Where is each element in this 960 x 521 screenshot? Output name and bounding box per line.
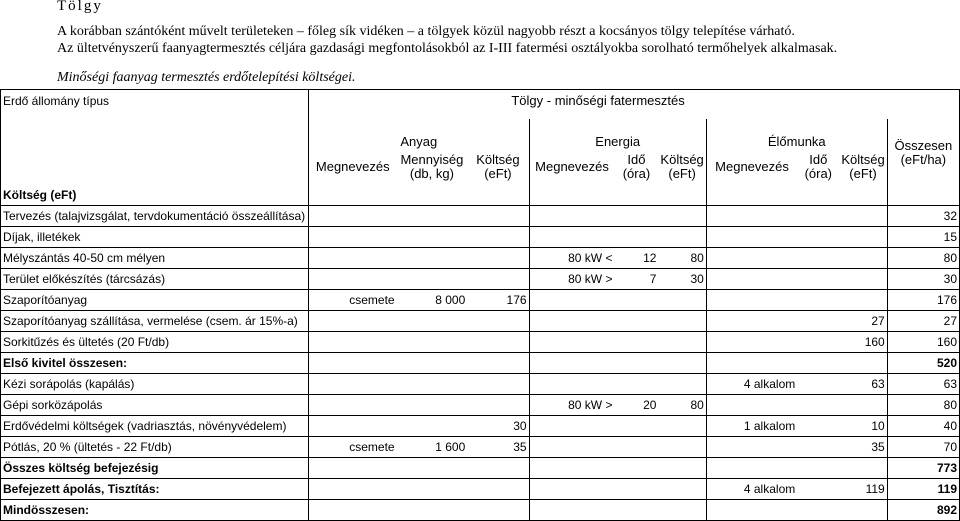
elomunka-koltseg-cell: 119 [839, 478, 887, 499]
energia-ido-cell: 7 [614, 268, 658, 289]
anyag-megnevezes-cell [308, 205, 396, 226]
energia-koltseg-cell [658, 373, 706, 394]
anyag-megnevezes-cell: csemete [308, 436, 396, 457]
energia-koltseg-cell: 80 [658, 247, 706, 268]
energia-koltseg-cell [658, 310, 706, 331]
energia-koltseg-cell [658, 331, 706, 352]
energia-ido-cell: 20 [614, 394, 658, 415]
table-row [1, 205, 960, 226]
anyag-mennyiseg-cell [397, 373, 468, 394]
osszesen-cell: 773 [887, 457, 959, 478]
osszesen-cell: 80 [887, 394, 959, 415]
table-row [1, 226, 960, 247]
osszesen-cell: 119 [887, 478, 959, 499]
anyag-mennyiseg-cell [397, 415, 468, 436]
elomunka-ido-cell [797, 457, 839, 478]
anyag-mennyiseg-cell [397, 331, 468, 352]
elomunka-koltseg-cell [839, 457, 887, 478]
elomunka-koltseg-cell: 27 [839, 310, 887, 331]
elomunka-ido-cell [797, 352, 839, 373]
energia-koltseg-cell: 30 [658, 268, 706, 289]
koltseg-label: Költség (eFt) [1, 185, 309, 206]
intro-paragraph-2: Az ültetvényszerű faanyagtermesztés céljára gazdasági megfontolásokból az I-III fatermési osztályokba sorolható termőhelyek alkalmasak. [57, 41, 838, 56]
row-label-cell: Tervezés (talajvizsgálat, tervdokumentáció összeállítása) [1, 205, 309, 226]
energia-koltseg-cell [658, 415, 706, 436]
osszesen-cell: 32 [887, 205, 959, 226]
elomunka-ido-cell [797, 415, 839, 436]
elomunka-megnevezes-cell [706, 394, 797, 415]
energia-koltseg-cell [658, 478, 706, 499]
elomunka-megnevezes-cell [706, 436, 797, 457]
stand-type-label: Erdő állomány típus [1, 90, 309, 119]
row-label-cell: Kézi sorápolás (kapálás) [1, 373, 309, 394]
stand-type-value: Tölgy - minőségi fatermesztés [308, 90, 887, 119]
elomunka-megnevezes-cell: 1 alkalom [706, 415, 797, 436]
elomunka-ido-cell [797, 247, 839, 268]
anyag-megnevezes-cell [308, 394, 396, 415]
col-elomunka-megnevezes: Megnevezés [706, 149, 797, 185]
anyag-megnevezes-cell [308, 268, 396, 289]
anyag-megnevezes-cell [308, 352, 396, 373]
elomunka-ido-cell [797, 310, 839, 331]
energia-ido-cell [614, 415, 658, 436]
energia-megnevezes-cell: 80 kW > [529, 268, 614, 289]
osszesen-cell: 80 [887, 247, 959, 268]
anyag-megnevezes-cell [308, 226, 396, 247]
group-header-row [1, 119, 960, 149]
col-energia-ido: Idő (óra) [622, 151, 651, 181]
elomunka-ido-cell [797, 331, 839, 352]
anyag-megnevezes-cell [308, 415, 396, 436]
energia-ido-cell [614, 310, 658, 331]
row-label-cell: Erdővédelmi költségek (vadriasztás, növényvédelem) [1, 415, 309, 436]
anyag-mennyiseg-cell [397, 478, 468, 499]
osszesen-cell: 160 [887, 331, 959, 352]
anyag-koltseg-cell [467, 478, 529, 499]
elomunka-ido-cell [797, 289, 839, 310]
elomunka-megnevezes-cell [706, 331, 797, 352]
elomunka-koltseg-cell: 35 [839, 436, 887, 457]
osszesen-cell: 40 [887, 415, 959, 436]
anyag-koltseg-cell [467, 457, 529, 478]
energia-ido-cell [614, 478, 658, 499]
group-anyag: Anyag [308, 119, 529, 149]
anyag-megnevezes-cell [308, 373, 396, 394]
anyag-megnevezes-cell [308, 499, 396, 520]
anyag-koltseg-cell [467, 499, 529, 520]
col-osszesen: Összesen (eFt/ha) [887, 149, 959, 185]
cost-rows [1, 205, 960, 520]
anyag-koltseg-cell [467, 394, 529, 415]
anyag-koltseg-cell [467, 352, 529, 373]
elomunka-ido-cell [797, 226, 839, 247]
row-label-cell: Pótlás, 20 % (ültetés - 22 Ft/db) [1, 436, 309, 457]
elomunka-ido-cell [797, 394, 839, 415]
elomunka-koltseg-cell [839, 268, 887, 289]
anyag-megnevezes-cell [308, 247, 396, 268]
elomunka-ido-cell [797, 478, 839, 499]
energia-ido-cell [614, 457, 658, 478]
elomunka-ido-cell [797, 499, 839, 520]
elomunka-megnevezes-cell [706, 226, 797, 247]
anyag-koltseg-cell [467, 205, 529, 226]
energia-megnevezes-cell [529, 289, 614, 310]
energia-ido-cell [614, 499, 658, 520]
elomunka-koltseg-cell [839, 226, 887, 247]
col-elomunka-koltseg: Költség (eFt) [841, 151, 885, 181]
osszesen-cell: 176 [887, 289, 959, 310]
elomunka-ido-cell [797, 373, 839, 394]
energia-megnevezes-cell [529, 352, 614, 373]
energia-koltseg-cell [658, 457, 706, 478]
table-row [1, 415, 960, 436]
row-label-cell: Terület előkészítés (tárcsázás) [1, 268, 309, 289]
table-row [1, 499, 960, 520]
energia-megnevezes-cell [529, 499, 614, 520]
stand-type-row [1, 90, 960, 119]
intro-paragraph-1: A korábban szántóként művelt területeken – főleg sík vidéken – a tölgyek közül nagyobb részt a kocsányos tölgy telepítése várható. [57, 24, 795, 39]
row-label-cell: Befejezett ápolás, Tisztítás: [1, 478, 309, 499]
elomunka-megnevezes-cell [706, 289, 797, 310]
table-row [1, 436, 960, 457]
elomunka-megnevezes-cell [706, 205, 797, 226]
anyag-koltseg-cell: 30 [467, 415, 529, 436]
row-label-cell: Díjak, illetékek [1, 226, 309, 247]
group-energia: Energia [529, 119, 706, 149]
row-label-cell: Gépi sorközápolás [1, 394, 309, 415]
anyag-mennyiseg-cell [397, 310, 468, 331]
anyag-megnevezes-cell [308, 478, 396, 499]
anyag-mennyiseg-cell [397, 205, 468, 226]
elomunka-megnevezes-cell [706, 247, 797, 268]
osszesen-cell: 63 [887, 373, 959, 394]
energia-ido-cell [614, 436, 658, 457]
anyag-koltseg-cell [467, 310, 529, 331]
osszesen-cell: 520 [887, 352, 959, 373]
energia-megnevezes-cell [529, 436, 614, 457]
col-anyag-megnevezes: Megnevezés [308, 149, 396, 185]
anyag-koltseg-cell [467, 331, 529, 352]
energia-ido-cell [614, 226, 658, 247]
elomunka-koltseg-cell: 63 [839, 373, 887, 394]
elomunka-megnevezes-cell [706, 268, 797, 289]
anyag-mennyiseg-cell [397, 268, 468, 289]
energia-ido-cell [614, 331, 658, 352]
elomunka-megnevezes-cell: 4 alkalom [706, 478, 797, 499]
energia-ido-cell [614, 352, 658, 373]
elomunka-megnevezes-cell [706, 352, 797, 373]
table-subtitle: Minőségi faanyag termesztés erdőtelepítési költségei. [57, 70, 356, 85]
osszesen-cell: 70 [887, 436, 959, 457]
row-label-cell: Szaporítóanyag szállítása, vermelése (csem. ár 15%-a) [1, 310, 309, 331]
table-row [1, 289, 960, 310]
elomunka-koltseg-cell [839, 352, 887, 373]
anyag-mennyiseg-cell [397, 457, 468, 478]
energia-koltseg-cell: 80 [658, 394, 706, 415]
table-row [1, 310, 960, 331]
col-energia-megnevezes: Megnevezés [529, 149, 614, 185]
energia-megnevezes-cell [529, 331, 614, 352]
energia-megnevezes-cell [529, 310, 614, 331]
group-elomunka: Élőmunka [706, 119, 887, 149]
col-anyag-mennyiseg: Mennyiség (db, kg) [400, 151, 464, 181]
elomunka-ido-cell [797, 436, 839, 457]
table-row [1, 457, 960, 478]
anyag-megnevezes-cell [308, 457, 396, 478]
row-label-cell: Szaporítóanyag [1, 289, 309, 310]
row-label-cell: Mélyszántás 40-50 cm mélyen [1, 247, 309, 268]
energia-ido-cell [614, 205, 658, 226]
table-row [1, 352, 960, 373]
anyag-koltseg-cell [467, 247, 529, 268]
anyag-koltseg-cell: 176 [467, 289, 529, 310]
table-row [1, 268, 960, 289]
energia-megnevezes-cell [529, 205, 614, 226]
row-label-cell: Első kivitel összesen: [1, 352, 309, 373]
energia-koltseg-cell [658, 436, 706, 457]
anyag-mennyiseg-cell: 1 600 [397, 436, 468, 457]
anyag-megnevezes-cell [308, 310, 396, 331]
page-title: Tölgy [57, 0, 103, 14]
osszesen-cell: 27 [887, 310, 959, 331]
elomunka-megnevezes-cell [706, 310, 797, 331]
table-row [1, 394, 960, 415]
koltseg-row [1, 185, 960, 206]
energia-koltseg-cell [658, 499, 706, 520]
energia-megnevezes-cell: 80 kW > [529, 394, 614, 415]
anyag-mennyiseg-cell [397, 499, 468, 520]
anyag-mennyiseg-cell [397, 226, 468, 247]
energia-megnevezes-cell [529, 373, 614, 394]
elomunka-koltseg-cell: 10 [839, 415, 887, 436]
col-anyag-koltseg: Költség (eFt) [476, 151, 520, 181]
energia-megnevezes-cell [529, 478, 614, 499]
elomunka-megnevezes-cell [706, 457, 797, 478]
anyag-koltseg-cell [467, 268, 529, 289]
table-row [1, 331, 960, 352]
col-elomunka-ido: Idő (óra) [804, 151, 833, 181]
row-label-cell: Sorkitűzés és ültetés (20 Ft/db) [1, 331, 309, 352]
anyag-koltseg-cell: 35 [467, 436, 529, 457]
energia-ido-cell [614, 289, 658, 310]
elomunka-ido-cell [797, 268, 839, 289]
energia-ido-cell [614, 373, 658, 394]
energia-megnevezes-cell [529, 226, 614, 247]
anyag-megnevezes-cell: csemete [308, 289, 396, 310]
energia-koltseg-cell [658, 352, 706, 373]
column-header-row [1, 149, 960, 185]
cost-table [0, 89, 960, 521]
elomunka-koltseg-cell: 160 [839, 331, 887, 352]
energia-koltseg-cell [658, 226, 706, 247]
osszesen-cell: 30 [887, 268, 959, 289]
row-label-cell: Összes költség befejezésig [1, 457, 309, 478]
energia-koltseg-cell [658, 205, 706, 226]
energia-ido-cell: 12 [614, 247, 658, 268]
table-row [1, 247, 960, 268]
elomunka-koltseg-cell [839, 394, 887, 415]
elomunka-koltseg-cell [839, 289, 887, 310]
anyag-mennyiseg-cell [397, 352, 468, 373]
anyag-koltseg-cell [467, 373, 529, 394]
anyag-koltseg-cell [467, 226, 529, 247]
elomunka-ido-cell [797, 205, 839, 226]
elomunka-megnevezes-cell: 4 alkalom [706, 373, 797, 394]
elomunka-koltseg-cell [839, 499, 887, 520]
osszesen-cell: 892 [887, 499, 959, 520]
osszesen-cell: 15 [887, 226, 959, 247]
anyag-mennyiseg-cell: 8 000 [397, 289, 468, 310]
energia-koltseg-cell [658, 289, 706, 310]
table-row [1, 478, 960, 499]
anyag-mennyiseg-cell [397, 247, 468, 268]
elomunka-koltseg-cell [839, 247, 887, 268]
row-label-cell: Mindösszesen: [1, 499, 309, 520]
energia-megnevezes-cell [529, 415, 614, 436]
col-energia-koltseg: Költség (eFt) [660, 151, 704, 181]
elomunka-megnevezes-cell [706, 499, 797, 520]
energia-megnevezes-cell: 80 kW < [529, 247, 614, 268]
table-row [1, 373, 960, 394]
anyag-mennyiseg-cell [397, 394, 468, 415]
energia-megnevezes-cell [529, 457, 614, 478]
elomunka-koltseg-cell [839, 205, 887, 226]
anyag-megnevezes-cell [308, 331, 396, 352]
